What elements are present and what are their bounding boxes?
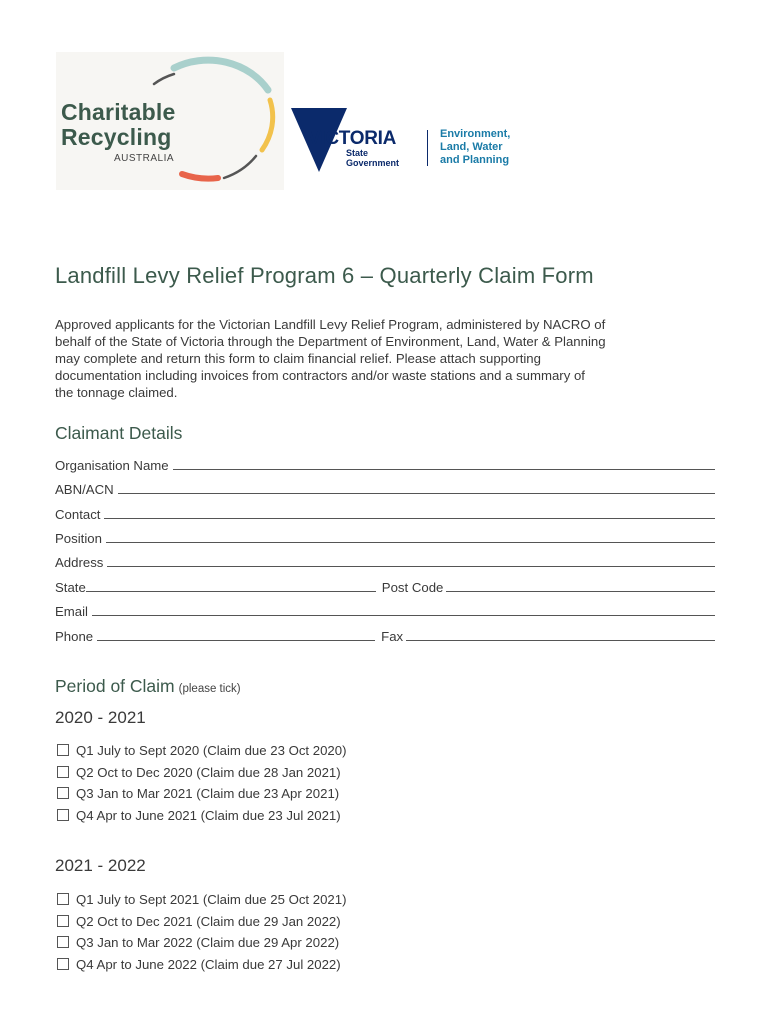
year-heading-2020-2021: 2020 - 2021 xyxy=(55,708,146,727)
claim-option-2022-q4[interactable] xyxy=(57,955,341,973)
period-heading-text: Period of Claim xyxy=(55,676,175,696)
claim-option-2021-q2[interactable] xyxy=(57,912,341,930)
claim-option-label: Q4 Apr to June 2021 (Claim due 23 Jul 2021) xyxy=(76,807,341,823)
period-of-claim-heading xyxy=(55,676,241,697)
claim-option-label: Q3 Jan to Mar 2021 (Claim due 23 Apr 2021) xyxy=(76,785,340,801)
charitable-logo-line1: Charitable xyxy=(61,99,176,125)
intro-line: may complete and return this form to claim financial relief. Please attach supporting xyxy=(55,351,541,366)
address-label: Address xyxy=(55,555,104,570)
year-heading-2021-2022: 2021 - 2022 xyxy=(55,856,146,875)
position-input-line[interactable] xyxy=(106,530,715,543)
intro-paragraph xyxy=(55,316,725,401)
claim-option-label: Q2 Oct to Dec 2021 (Claim due 29 Jan 2022) xyxy=(76,913,341,929)
claim-option-label: Q2 Oct to Dec 2020 (Claim due 28 Jan 2021) xyxy=(76,764,341,780)
intro-line: Approved applicants for the Victorian Landfill Levy Relief Program, administered by NACRO of xyxy=(55,317,606,332)
state-label: State xyxy=(55,580,86,595)
claimant-details-heading: Claimant Details xyxy=(55,423,183,443)
address-field[interactable] xyxy=(55,552,715,570)
intro-line: documentation including invoices from contractors and/or waste stations and a summary of xyxy=(55,368,585,383)
checkbox[interactable] xyxy=(57,809,69,821)
charitable-recycling-logo xyxy=(56,52,284,190)
department-line3: and Planning xyxy=(440,154,510,166)
email-label: Email xyxy=(55,604,88,619)
claim-option-2021-q1[interactable] xyxy=(57,890,347,908)
victoria-wordmark: VICTORIA xyxy=(308,128,397,149)
state-input-line[interactable] xyxy=(86,579,376,592)
checkbox[interactable] xyxy=(57,744,69,756)
fax-input-line[interactable] xyxy=(406,628,715,641)
contact-label: Contact xyxy=(55,507,101,522)
victoria-sub-government: Government xyxy=(346,158,400,168)
organisation-name-label: Organisation Name xyxy=(55,458,169,473)
abn-acn-input-line[interactable] xyxy=(118,481,715,494)
state-postcode-row xyxy=(55,577,715,595)
abn-acn-label: ABN/ACN xyxy=(55,482,114,497)
claim-option-2021-q4[interactable] xyxy=(57,806,341,824)
victoria-sub-state: State xyxy=(346,148,369,158)
fax-label: Fax xyxy=(381,629,404,644)
checkbox[interactable] xyxy=(57,893,69,905)
contact-field[interactable] xyxy=(55,504,715,522)
claim-option-2022-q3[interactable] xyxy=(57,933,339,951)
email-input-line[interactable] xyxy=(92,603,715,616)
logo-divider xyxy=(427,130,428,166)
form-title: Landfill Levy Relief Program 6 – Quarterly Claim Form xyxy=(55,263,594,288)
period-hint: (please tick) xyxy=(178,683,241,695)
claim-option-label: Q1 July to Sept 2020 (Claim due 23 Oct 2020) xyxy=(76,742,347,758)
phone-label: Phone xyxy=(55,629,94,644)
email-field[interactable] xyxy=(55,601,715,619)
checkbox[interactable] xyxy=(57,915,69,927)
checkbox[interactable] xyxy=(57,958,69,970)
postcode-label: Post Code xyxy=(381,580,444,595)
department-name xyxy=(440,128,510,167)
intro-line: the tonnage claimed. xyxy=(55,385,178,400)
claim-option-2020-q1[interactable] xyxy=(57,741,347,759)
address-input-line[interactable] xyxy=(107,554,715,567)
charitable-logo-line2: Recycling xyxy=(61,124,172,150)
checkbox[interactable] xyxy=(57,936,69,948)
checkbox[interactable] xyxy=(57,787,69,799)
victoria-government-logo xyxy=(291,106,531,176)
checkbox[interactable] xyxy=(57,766,69,778)
charitable-logo-line3: AUSTRALIA xyxy=(114,153,175,164)
phone-input-line[interactable] xyxy=(97,628,375,641)
phone-fax-row xyxy=(55,626,715,644)
department-line1: Environment, xyxy=(440,128,511,140)
intro-line: behalf of the State of Victoria through the Department of Environment, Land, Water & Planning xyxy=(55,334,606,349)
claim-option-label: Q1 July to Sept 2021 (Claim due 25 Oct 2021) xyxy=(76,891,347,907)
position-label: Position xyxy=(55,531,102,546)
claim-option-label: Q4 Apr to June 2022 (Claim due 27 Jul 2022) xyxy=(76,956,341,972)
department-line2: Land, Water xyxy=(440,141,503,153)
organisation-name-input-line[interactable] xyxy=(173,457,715,470)
position-field[interactable] xyxy=(55,528,715,546)
abn-acn-field[interactable] xyxy=(55,479,715,497)
contact-input-line[interactable] xyxy=(104,506,715,519)
claim-option-2021-q3[interactable] xyxy=(57,784,339,802)
postcode-input-line[interactable] xyxy=(446,579,715,592)
claim-option-label: Q3 Jan to Mar 2022 (Claim due 29 Apr 2022) xyxy=(76,934,340,950)
organisation-name-field[interactable] xyxy=(55,455,715,473)
claim-option-2020-q2[interactable] xyxy=(57,763,341,781)
